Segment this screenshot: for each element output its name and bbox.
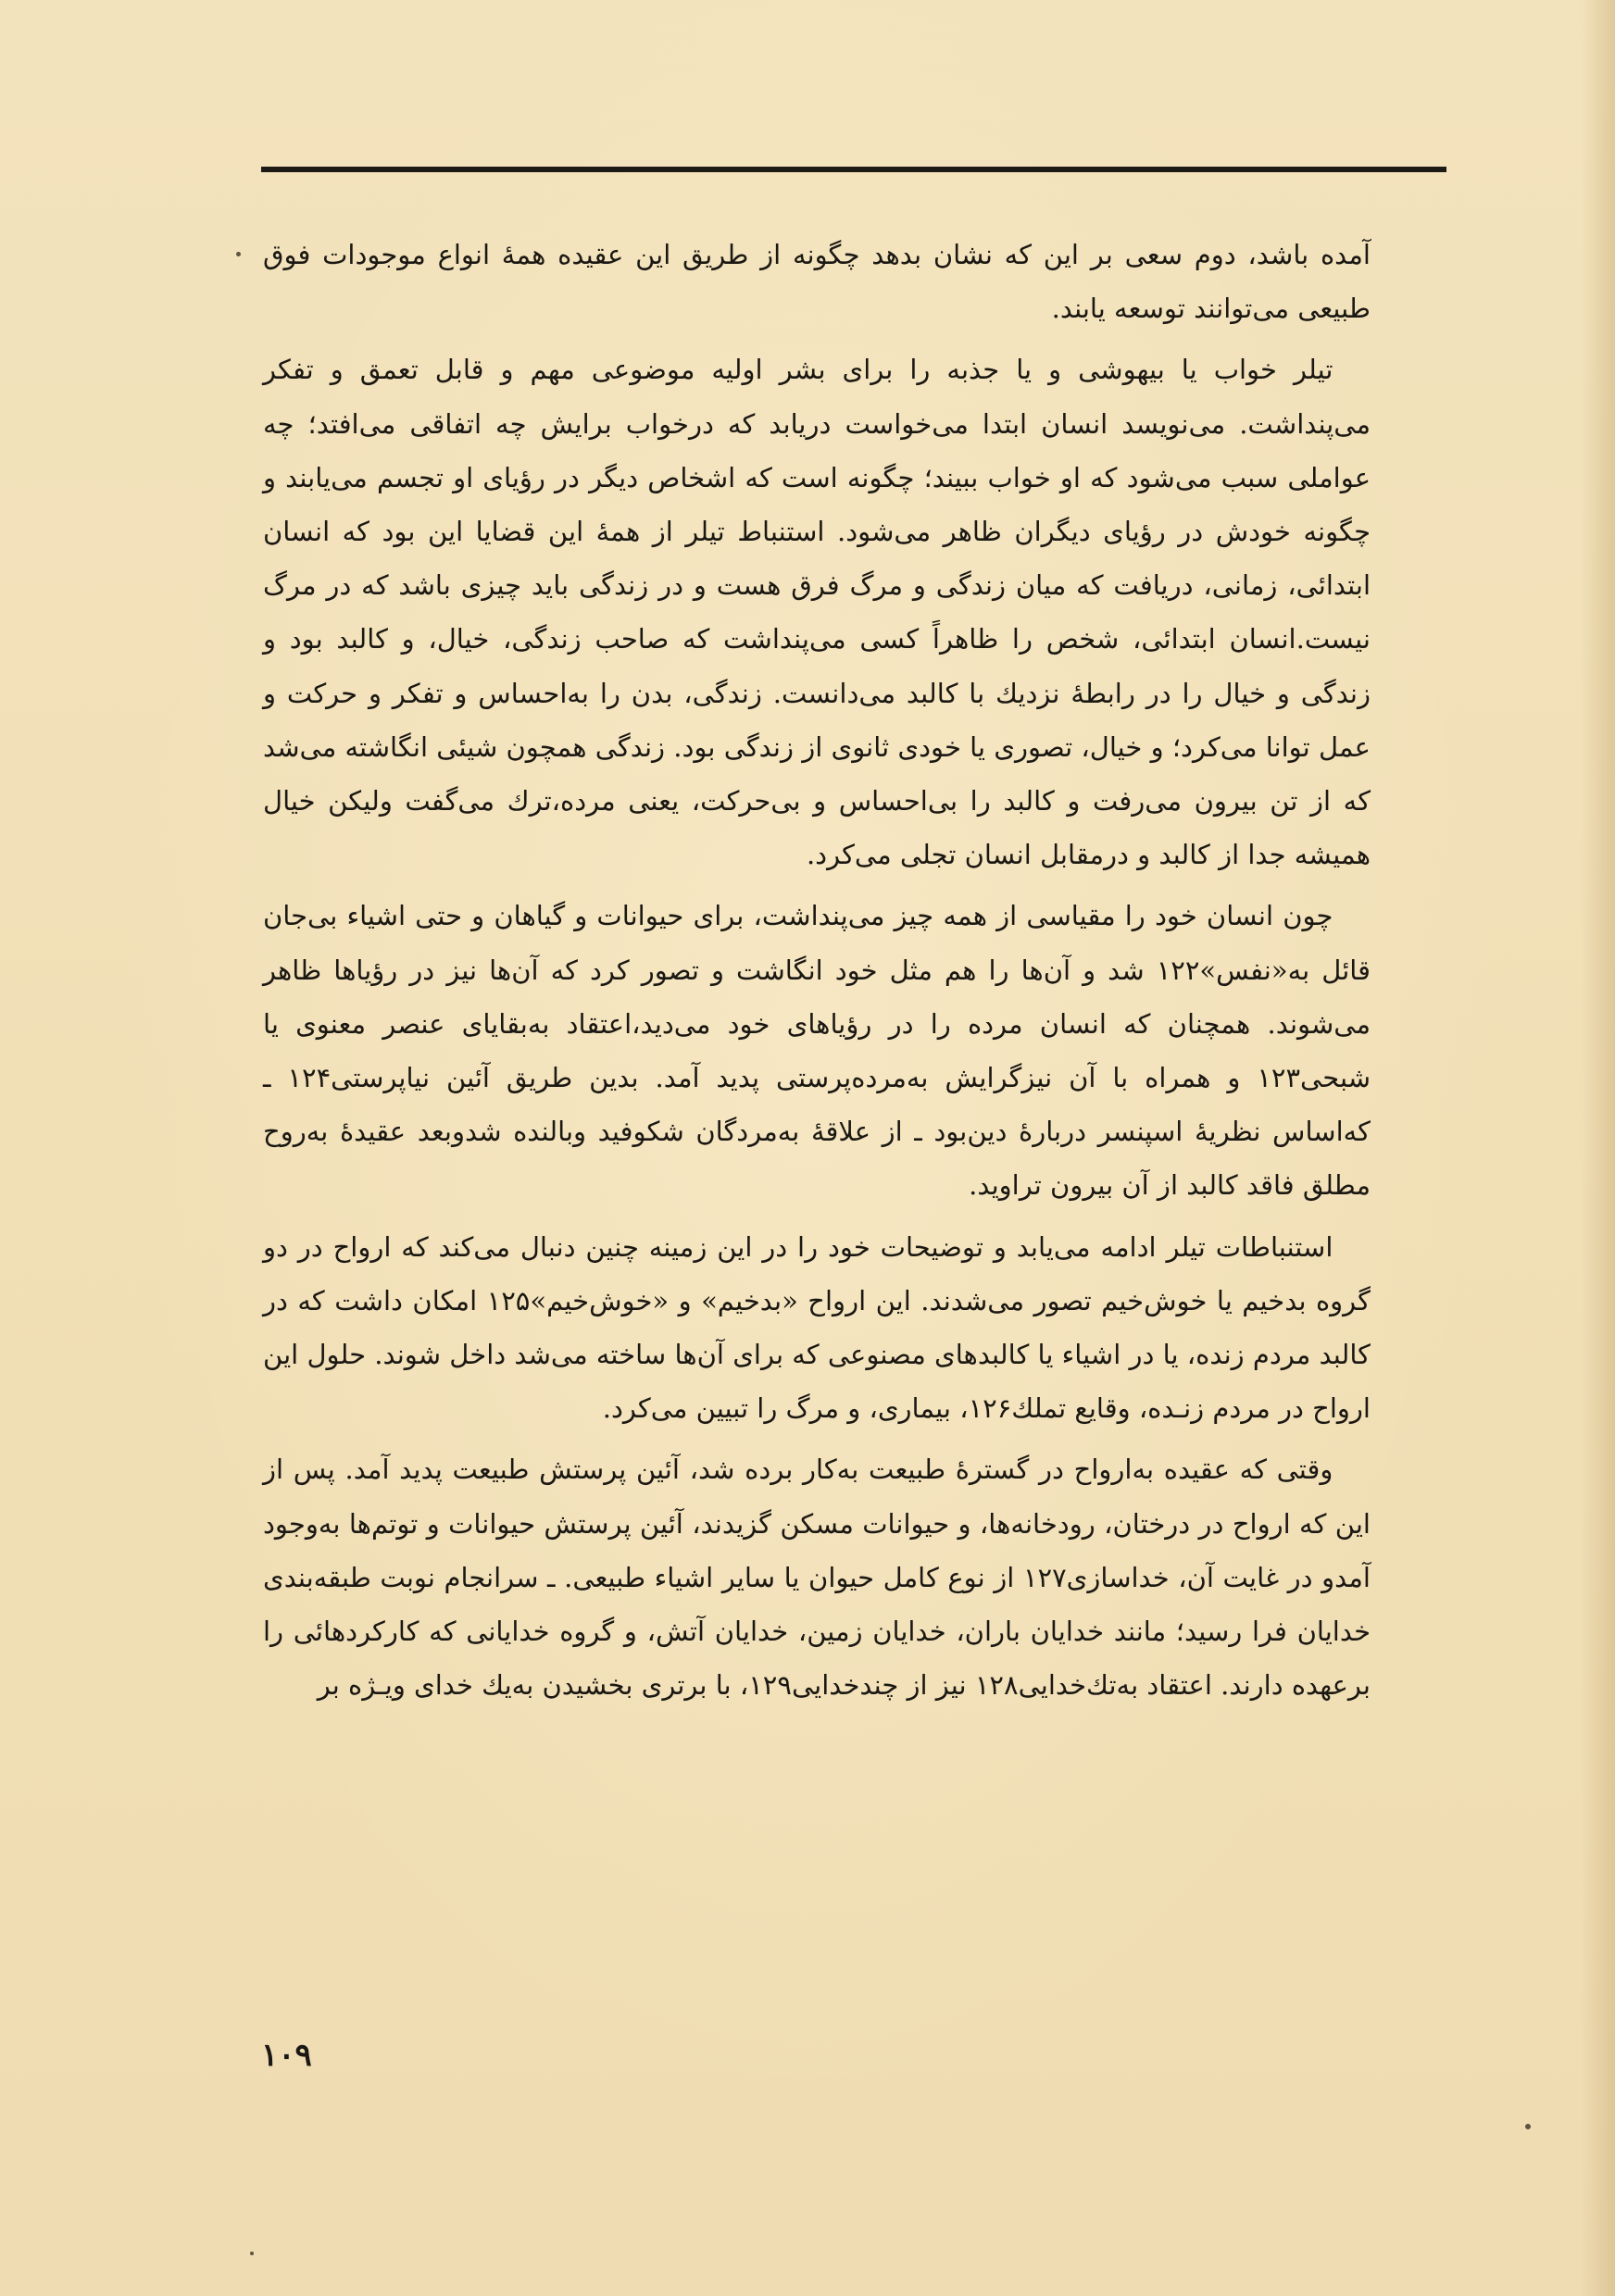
paper-speck xyxy=(250,2252,254,2255)
page-number: ۱۰۹ xyxy=(261,2037,312,2074)
paragraph-5: وقتی که عقیده به‌ارواح در گسترهٔ طبیعت به‌کار برده شد، آئین پرستش طبیعت پدید آمد. پس از این که ارواح در درختان، رودخانه‌ها، و حیوانات مسکن گزیدند، آئین پرستش حیوانات و توتم‌ها به‌وجود آمدو در غایت آن، خداسازی۱۲۷ از نوع کامل حیوان یا سایر اشیاء طبیعی. ـ سرانجام نوبت طبقه‌بندی خدایان فرا رسید؛ مانند خدایان باران، خدایان زمین، خدایان آتش، و گروه خدایانی که کارکردهائی را برعهده دارند. اعتقاد به‌تك‌خدایی۱۲۸ نیز از چندخدایی۱۲۹، با برتری بخشیدن به‌یك خدای ویـژه بر xyxy=(263,1454,1371,1702)
paragraph-1: آمده باشد، دوم سعی بر این که نشان بدهد چگونه از طریق این عقیده همهٔ انواع موجودات فوق طبیعی می‌توانند توسعه یابند. xyxy=(263,239,1371,325)
paragraph-3: چون انسان خود را مقیاسی از همه چیز می‌پنداشت، برای حیوانات و گیاهان و حتی اشیاء بی‌جان قائل به«نفس»۱۲۲ شد و آن‌ها را هم مثل خود انگاشت و تصور کرد که آن‌ها نیز در رؤیاها ظاهر می‌شوند. همچنان که انسان مرده را در رؤیاهای خود می‌دید،اعتقاد به‌بقایای عنصر معنوی یا شبحی۱۲۳ و همراه با آن نیزگرایش به‌مرده‌پرستی پدید آمد. بدین طریق آئین نیاپرستی۱۲۴ ـ که‌اساس نظریهٔ اسپنسر دربارهٔ دین‌بود ـ از علاقهٔ به‌مردگان شکوفید وبالنده شدوبعد عقیدهٔ به‌روح مطلق فاقد کالبد از آن بیرون تراوید. xyxy=(263,900,1371,1202)
header-rule xyxy=(261,167,1446,172)
body-text xyxy=(263,228,1371,1719)
paper-speck xyxy=(1525,2124,1531,2129)
paper-speck xyxy=(236,252,241,256)
paragraph-4: استنباطات تیلر ادامه می‌یابد و توضیحات خود را در این زمینه چنین دنبال می‌کند که ارواح در دو گروه بدخیم یا خوش‌خیم تصور می‌شدند. این ارواح «بدخیم» و «خوش‌خیم»۱۲۵ امکان داشت که در کالبد مردم زنده، یا در اشیاء یا کالبدهای مصنوعی که برای آن‌ها ساخته می‌شد داخل شوند. حلول این ارواح در مردم زنـده، وقایع تملك۱۲۶، بیماری، و مرگ را تبیین می‌کرد. xyxy=(263,1230,1371,1425)
paragraph-2: تیلر خواب یا بیهوشی و یا جذبه را برای بشر اولیه موضوعی مهم و قابل تعمق و تفکر می‌پنداشت. می‌نویسد انسان ابتدا می‌خواست دریابد که درخواب برایش چه اتفاقی می‌افتد؛ چه عواملی سبب می‌شود که او خواب ببیند؛ چگونه است که اشخاص دیگر در رؤیای او تجسم می‌یابند و چگونه خودش در رؤیای دیگران ظاهر می‌شود. استنباط تیلر از همهٔ این قضایا این بود که انسان ابتدائی، زمانی، دریافت که میان زندگی و مرگ فرق هست و در زندگی باید چیزی باشد که در مرگ نیست.انسان ابتدائی، شخص را ظاهراً کسی می‌پنداشت که صاحب زندگی، خیال، و کالبد بود و زندگی و خیال را در رابطهٔ نزدیك با کالبد می‌دانست. زندگی، بدن را به‌احساس و تفکر و حرکت و عمل توانا می‌کرد؛ و خیال، تصوری یا خودی ثانوی از زندگی بود. زندگی همچون شیئی انگاشته می‌شد که از تن بیرون می‌رفت و کالبد را بی‌احساس و بی‌حرکت، یعنی مرده،ترك می‌گفت ولیکن خیال همیشه جدا از کالبد و درمقابل انسان تجلی می‌کرد. xyxy=(263,354,1371,871)
page-edge-shadow xyxy=(1580,0,1615,2296)
